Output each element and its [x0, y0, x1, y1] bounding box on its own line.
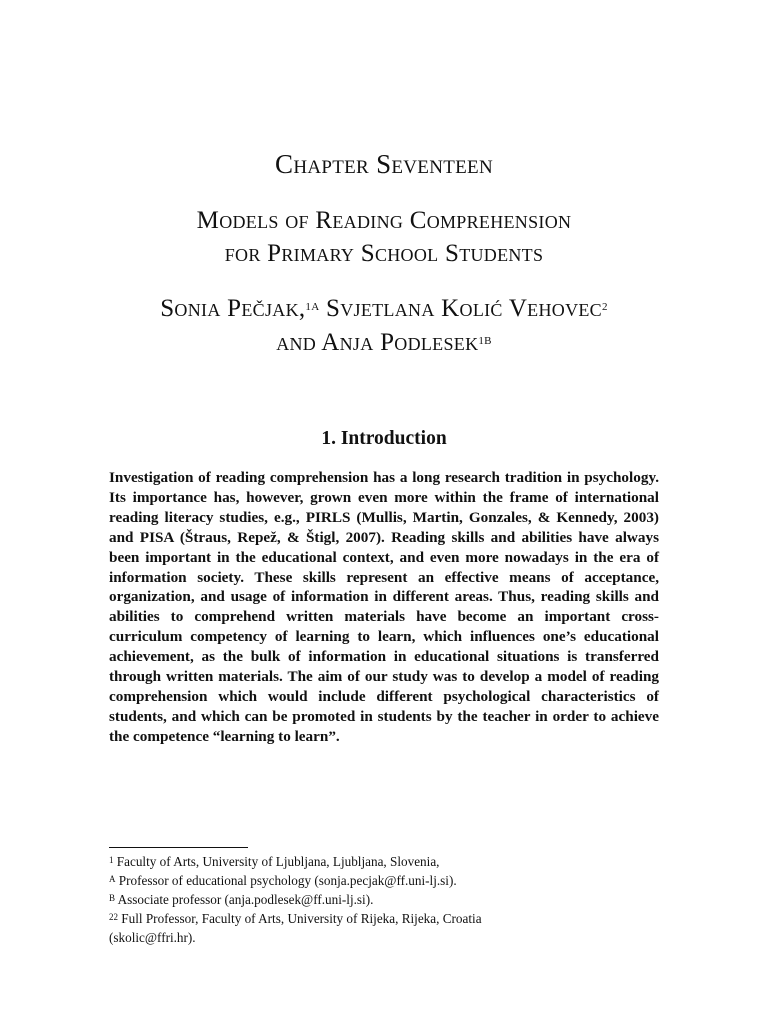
title-line-1: Models of Reading Comprehension: [196, 207, 572, 234]
author-3-name: Anja Podlesek: [321, 329, 479, 356]
title-line-2: for Primary School Students: [224, 240, 544, 267]
footnote-text: Associate professor (anja.podlesek@ff.uni-lj.si).: [115, 891, 374, 907]
author-2-affiliation-mark: 2: [601, 301, 608, 313]
author-line-1: [0, 292, 768, 326]
footnote-mark: A: [109, 873, 116, 884]
footnote-mark: 1: [109, 855, 114, 865]
body-paragraph: Investigation of reading comprehension has a long research tradition in psychology. Its importance has, however, grown even more within the frame of international reading literacy studies, e.g., PIRLS (Mullis, Martin, Gonzales, & Kennedy, 2003) and PISA (Štraus, Repež, & Štigl, 2007). Reading skills and abilities have always been important in the educational context, and even more nowadays in the era of information society. These skills represent an effective means of acceptance, organization, and usage of information in different areas. Thus, reading skills and abilities to comprehend written materials have become an important cross-curriculum competency of learning to learn, which influences one’s educational achievement, as the bulk of information in educational situations is transferred through written materials. The aim of our study was to develop a model of reading comprehension which would include different psychological characteristics of students, and which can be promoted in students by the teacher in order to achieve the competence “learning to learn”.: [109, 469, 659, 745]
footnote: [109, 891, 669, 910]
footnotes: [109, 853, 669, 948]
footnote-text: Faculty of Arts, University of Ljubljana, Ljubljana, Slovenia,: [113, 854, 440, 869]
footnote-divider: [109, 847, 248, 848]
footnote: [109, 853, 669, 872]
footnote-mark: B: [109, 892, 116, 903]
author-connector: and: [276, 329, 317, 356]
author-2-name: Svjetlana Kolić Vehovec: [326, 295, 602, 322]
chapter-title: [0, 204, 768, 270]
author-1-affiliation-mark: 1A: [305, 301, 320, 313]
footnote-text: (skolic@ffri.hr).: [109, 929, 196, 945]
chapter-label: Chapter Seventeen: [275, 149, 493, 179]
footnote: [109, 929, 669, 948]
footnote: [109, 910, 669, 929]
author-list: [0, 292, 768, 360]
footnote-text: Full Professor, Faculty of Arts, University of Rijeka, Rijeka, Croatia: [118, 910, 482, 926]
author-1-name: Sonia Pečjak,: [160, 295, 306, 322]
footnote-text: Professor of educational psychology (sonja.pecjak@ff.uni-lj.si).: [115, 872, 457, 888]
author-line-2: [0, 326, 768, 360]
author-3-affiliation-mark: 1B: [478, 335, 492, 347]
footnote-mark: 22: [109, 911, 118, 922]
footnote: [109, 872, 669, 891]
section-heading: 1. Introduction: [321, 428, 447, 449]
